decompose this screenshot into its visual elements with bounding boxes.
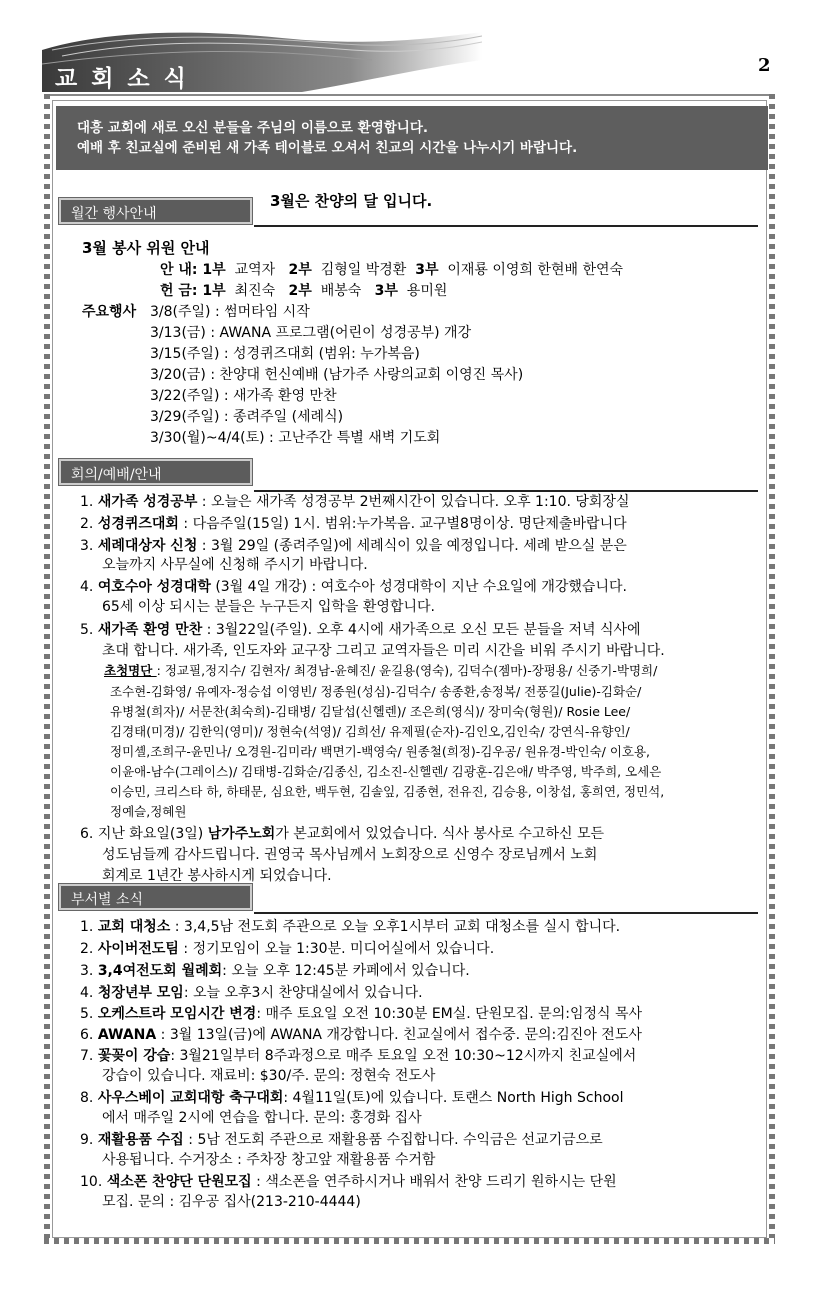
meeting-item-6-cont: 회계로 1년간 봉사하시게 되었습니다. (102, 868, 332, 884)
welcome-box (56, 106, 768, 170)
offering-2: 배봉숙 (320, 283, 362, 299)
item-title: 사이버전도팀 (97, 941, 179, 957)
item-title: 세례대상자 신청 (97, 538, 198, 554)
meetings-tab: 회의/예배/안내 (59, 459, 252, 485)
item-title: 꽃꽂이 강습 (97, 1048, 171, 1064)
offering-1: 최진숙 (234, 283, 276, 299)
dept-item-9-cont: 사용됩니다. 수거장소 : 주차장 창고앞 재활용품 수거함 (102, 1152, 436, 1168)
invite-list-line: 이윤애-남수(그레이스)/ 김태병-김화순/김종신, 김소진-신헬렌/ 김광훈-김은애/ 박주영, 박주희, 오세은 (110, 764, 662, 779)
invite-list-line: 조수현-김화영/ 유예자-정승섭 이영빈/ 정종원(성심)-김덕수/ 송종환,송정복/ 전풍길(Julie)-김화순/ (110, 684, 642, 699)
dept-item-7-cont: 강습이 있습니다. 재료비: $30/주. 문의: 정현숙 전도사 (102, 1068, 436, 1084)
item-number: 4. (80, 985, 94, 1001)
usher-3: 이재룡 이영희 한현배 한연숙 (447, 262, 624, 278)
item-number: 2. (80, 516, 94, 532)
monthly-events-tab: 월간 행사안내 (59, 198, 252, 224)
item-title: 성경퀴즈대회 (97, 516, 179, 532)
item-text: : 3,4,5남 전도회 주관으로 오늘 오후1시부터 교회 대청소를 실시 합니다. (170, 919, 621, 935)
offering-2-label: 2부 (288, 283, 312, 299)
item-title: 청장년부 모임 (97, 985, 184, 1001)
event-item: 3/13(금) : AWANA 프로그램(어린이 성경공부) 개강 (150, 325, 472, 341)
item-text: : 5남 전도회 주관으로 재활용품 수집합니다. 수익금은 선교기금으로 (183, 1132, 603, 1148)
meeting-item-6-cont: 성도님들께 감사드립니다. 권영국 목사님께서 노회장으로 신영수 장로님께서 노회 (102, 847, 598, 863)
item-number: 7. (80, 1048, 94, 1064)
item-title: 여호수아 성경대학 (97, 579, 211, 595)
invite-list-line: 김경태(미경)/ 김한익(영미)/ 정현숙(석영)/ 김희선/ 유제필(순자)-김인오,김인숙/ 강연식-유향인/ (110, 724, 630, 739)
item-text: : 오늘 오후3시 찬양대실에서 있습니다. (183, 985, 423, 1001)
departments-tab: 부서별 소식 (59, 884, 252, 910)
item-number: 5. (80, 622, 94, 638)
event-item: 3/22(주일) : 새가족 환영 만찬 (150, 388, 337, 404)
dept-item-5 (80, 1005, 642, 1023)
event-item: 3/15(주일) : 성경퀴즈대회 (범위: 누가복음) (150, 346, 420, 362)
item-number: 9. (80, 1132, 94, 1148)
item-title: 남가주노회 (207, 826, 276, 842)
item-text: 가 본교회에서 있었습니다. 식사 봉사로 수고하신 모든 (275, 826, 605, 842)
item-number: 6. (80, 826, 94, 842)
offering-label: 헌 금: 1부 (160, 283, 226, 299)
item-number: 4. (80, 579, 94, 595)
item-number: 6. (80, 1027, 94, 1043)
dept-item-8 (80, 1089, 623, 1107)
item-number: 5. (80, 1006, 94, 1022)
usher-3-label: 3부 (415, 262, 439, 278)
committee-title: 3월 봉사 위원 안내 (82, 239, 210, 257)
item-text: : 4월11일(토)에 있습니다. 토랜스 North High School (283, 1090, 624, 1106)
item-text: : 3월21일부터 8주과정으로 매주 토요일 오전 10:30~12시까지 친교실에서 (170, 1048, 637, 1064)
item-title: 3,4여전도회 월례회 (97, 963, 223, 979)
usher-2-label: 2부 (288, 262, 312, 278)
item-text: : 매주 토요일 오전 10:30분 EM실. 단원모집. 문의:임정식 목사 (256, 1006, 643, 1022)
invite-list-line: 정예슬,정혜원 (110, 804, 187, 819)
dept-item-3 (80, 962, 470, 980)
invite-list-line: 유병철(희자)/ 서문찬(최숙희)-김태병/ 김달섭(신혤렌)/ 조은희(영식)/ 장미숙(형원)/ Rosie Lee/ (110, 704, 631, 719)
dept-item-9 (80, 1131, 603, 1149)
usher-2: 김형일 박경환 (320, 262, 407, 278)
frame-bottom-pattern (44, 1238, 775, 1244)
item-number: 3. (80, 538, 94, 554)
offering-row (160, 282, 447, 300)
item-title: 재활용품 수집 (97, 1132, 184, 1148)
usher-1: 교역자 (234, 262, 276, 278)
item-number: 1. (80, 494, 94, 510)
meeting-item-1 (80, 493, 629, 511)
page-number: 2 (758, 55, 771, 76)
frame-left-pattern (44, 94, 50, 1244)
item-title: 교회 대청소 (97, 919, 171, 935)
meeting-item-6 (80, 825, 604, 843)
item-title: 오케스트라 모임시간 변경 (97, 1006, 257, 1022)
item-title: 사우스베이 교회대항 축구대회 (97, 1090, 284, 1106)
item-title: AWANA (97, 1027, 157, 1043)
usher-row (160, 261, 623, 279)
item-text: (3월 4일 개강) : 여호수아 성경대학이 지난 수요일에 개강했습니다. (210, 579, 627, 595)
meeting-item-2 (80, 515, 627, 533)
event-item: 3/29(주일) : 종려주일 (세례식) (150, 409, 344, 425)
meeting-item-4 (80, 578, 627, 596)
dept-item-8-cont: 에서 매주일 2시에 연습을 합니다. 문의: 홍경화 집사 (102, 1110, 422, 1126)
meetings-rule (254, 490, 758, 492)
item-text: : 3월 13일(금)에 AWANA 개강합니다. 친교실에서 접수중. 문의:김진아 전도사 (156, 1027, 642, 1043)
monthly-headline: 3월은 찬양의 달 입니다. (270, 192, 433, 210)
item-text: : 오늘 오후 12:45분 카페에서 있습니다. (222, 963, 470, 979)
item-text: 지난 화요일(3일) (97, 826, 208, 842)
invite-label: 초청명단 (104, 663, 157, 678)
meeting-item-5 (80, 621, 641, 639)
frame-right-pattern (769, 94, 775, 1244)
dept-item-1 (80, 918, 620, 936)
invite-names: : 정교필,정지수/ 김현자/ 최경남-윤혜진/ 윤길용(영숙), 김덕수(젬마)-장평용/ 신중기-박명희/ (156, 663, 658, 678)
item-title: 새가족 성경공부 (97, 494, 198, 510)
welcome-line-2: 예배 후 친교실에 준비된 새 가족 테이블로 오셔서 친교의 시간을 나누시기 바랍니다. (77, 140, 578, 156)
item-number: 2. (80, 941, 94, 957)
item-text: : 3월 29일 (종려주일)에 세례식이 있을 예정입니다. 세례 받으실 분은 (197, 538, 627, 554)
dept-item-10-cont: 모집. 문의 : 김우공 집사(213-210-4444) (102, 1194, 361, 1210)
meeting-item-3-cont: 오늘까지 사무실에 신청해 주시기 바랍니다. (102, 557, 368, 573)
event-item: 3/8(주일) : 썸머타임 시작 (150, 304, 310, 320)
item-number: 8. (80, 1090, 94, 1106)
invite-list-line (104, 662, 657, 680)
departments-rule (254, 912, 758, 914)
offering-3-label: 3부 (374, 283, 398, 299)
dept-item-6 (80, 1026, 642, 1044)
meeting-item-3 (80, 537, 627, 555)
welcome-line-1: 대흥 교회에 새로 오신 분들을 주님의 이름으로 환영합니다. (77, 120, 429, 136)
meeting-item-4-cont: 65세 이상 되시는 분들은 누구든지 입학을 환영합니다. (102, 599, 435, 615)
item-title: 색소폰 찬양단 단원모집 (106, 1174, 252, 1190)
dept-item-2 (80, 940, 494, 958)
item-number: 1. (80, 919, 94, 935)
monthly-rule (254, 225, 758, 227)
event-item: 3/20(금) : 찬양대 헌신예배 (남가주 사랑의교회 이영진 목사) (150, 367, 524, 383)
dept-item-7 (80, 1047, 636, 1065)
item-number: 10. (80, 1174, 103, 1190)
item-text: : 다음주일(15일) 1시. 범위:누가복음. 교구별8명이상. 명단제출바랍니다 (178, 516, 627, 532)
item-number: 3. (80, 963, 94, 979)
event-item: 3/30(월)~4/4(토) : 고난주간 특별 새벽 기도회 (150, 430, 441, 446)
item-text: : 색소폰을 연주하시거나 배워서 찬양 드리기 원하시는 단원 (251, 1174, 617, 1190)
events-label: 주요행사 (82, 304, 137, 320)
offering-3: 용미원 (406, 283, 448, 299)
dept-item-10 (80, 1173, 617, 1191)
section-title: 교회소식 (55, 66, 200, 92)
item-text: : 3월22일(주일). 오후 4시에 새가족으로 오신 모든 분들을 저녁 식사에 (202, 622, 641, 638)
item-text: : 오늘은 새가족 성경공부 2번째시간이 있습니다. 오후 1:10. 당회장실 (197, 494, 630, 510)
usher-label: 안 내: 1부 (160, 262, 226, 278)
invite-list-line: 이승민, 크리스타 하, 하태문, 심요한, 백두현, 김솔잎, 김종현, 전유진, 김승용, 이창섭, 홍희연, 정민석, (110, 784, 665, 799)
invite-list-line: 정미셸,조희구-윤민나/ 오경원-김미라/ 백면기-백영숙/ 원종철(희정)-김우공/ 원유경-박인숙/ 이호용, (110, 744, 651, 759)
meeting-item-5-cont: 초대 합니다. 새가족, 인도자와 교구장 그리고 교역자들은 미리 시간을 비워 주시기 바랍니다. (102, 643, 665, 659)
item-text: : 정기모임이 오늘 1:30분. 미디어실에서 있습니다. (178, 941, 495, 957)
dept-item-4 (80, 984, 423, 1002)
item-title: 새가족 환영 만찬 (97, 622, 203, 638)
